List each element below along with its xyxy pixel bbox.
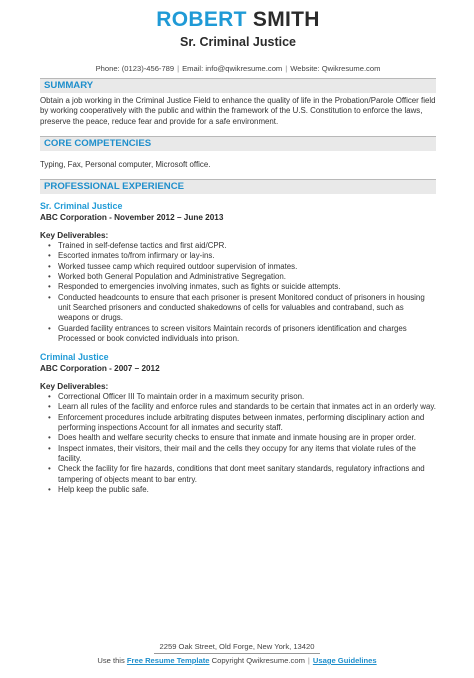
summary-text: Obtain a job working in the Criminal Justice Field to enhance the quality of life in the Probation/Parole Officer field by working cooperatively with the public and within the framework of the U.S. Constitution to enforce the laws, preserve the peace, reduce fear and provide for a safe environment. [40,96,436,126]
candidate-role: Sr. Criminal Justice [179,35,297,49]
list-item: • Help keep the public safe. [48,485,436,495]
competencies-heading: CORE COMPETENCIES [40,136,436,151]
deliverables-label: Key Deliverables: [40,231,109,241]
job-company: ABC Corporation - November 2012 – June 2013 [40,213,224,223]
footer-copyright: Copyright [211,656,245,665]
deliverables-list [40,241,436,344]
email: Email: info@qwikresume.com [182,64,283,73]
list-item: • Enforcement procedures include arbitrating disputes between inmates, performing disciplinary action and performing inspections Account for all inmates and security staff. [48,413,436,434]
job-title: Criminal Justice [40,352,109,363]
list-item: • Responded to emergencies involving inmates, such as fights or suicide attempts. [48,282,436,292]
resume-page [0,8,474,678]
first-name: ROBERT [156,8,247,31]
job-entry [40,201,436,344]
website: Website: Qwikresume.com [290,64,381,73]
phone: Phone: (0123)-456-789 [95,64,175,73]
deliverables-list [40,392,436,495]
deliverables-label: Key Deliverables: [40,382,109,392]
experience-heading: PROFESSIONAL EXPERIENCE [40,179,436,194]
competencies-text: Typing, Fax, Personal computer, Microsoft office. [40,159,211,169]
footer [0,642,474,666]
summary-heading: SUMMARY [40,78,436,93]
list-item: • Learn all rules of the facility and enforce rules and standards to be certain that inmates act in an orderly way. [48,402,436,412]
footer-separator: | [307,656,310,665]
list-item: • Worked tussee camp which required outdoor supervision of inmates. [48,262,436,272]
list-item: • Trained in self-defense tactics and first aid/CPR. [48,241,436,251]
list-item: • Guarded facility entrances to screen visitors Maintain records of prisoners identification and charges Processed or book convicted individuals into prison. [48,324,436,345]
list-item: • Correctional Officer III To maintain order in a maximum security prison. [48,392,436,402]
usage-guidelines-link[interactable]: Usage Guidelines [312,656,377,665]
last-name: SMITH [252,8,320,31]
job-title: Sr. Criminal Justice [40,201,123,212]
list-item: • Worked both General Population and Administrative Segregation. [48,272,436,282]
candidate-name [40,8,436,32]
list-item: • Conducted headcounts to ensure that each prisoner is present Monitored conduct of prisoners in housing unit Searched prisoners and conducted shakedowns of cells for valuables and contraband, such as weapons or drugs. [48,293,436,324]
list-item: • Inspect inmates, their visitors, their mail and the cells they occupy for any items that violate rules of the facility. [48,444,436,465]
list-item: • Escorted inmates to/from infirmary or lay-ins. [48,251,436,261]
footer-credits [0,656,474,666]
contact-separator: | [285,64,288,73]
list-item: • Does health and welfare security checks to ensure that inmate and inmate housing are in proper order. [48,433,436,443]
footer-prefix: Use this [97,656,125,665]
footer-site: Qwikresume.com [246,656,305,665]
job-company: ABC Corporation - 2007 – 2012 [40,364,160,374]
footer-address: 2259 Oak Street, Old Forge, New York, 13420 [154,642,321,654]
job-entry [40,352,436,495]
contact-separator: | [177,64,180,73]
free-template-link[interactable]: Free Resume Template [126,656,210,665]
list-item: • Check the facility for fire hazards, conditions that dont meet sanitary standards, regulatory infractions and tampering of objects meant to bar entry. [48,464,436,485]
contact-line [40,64,436,74]
